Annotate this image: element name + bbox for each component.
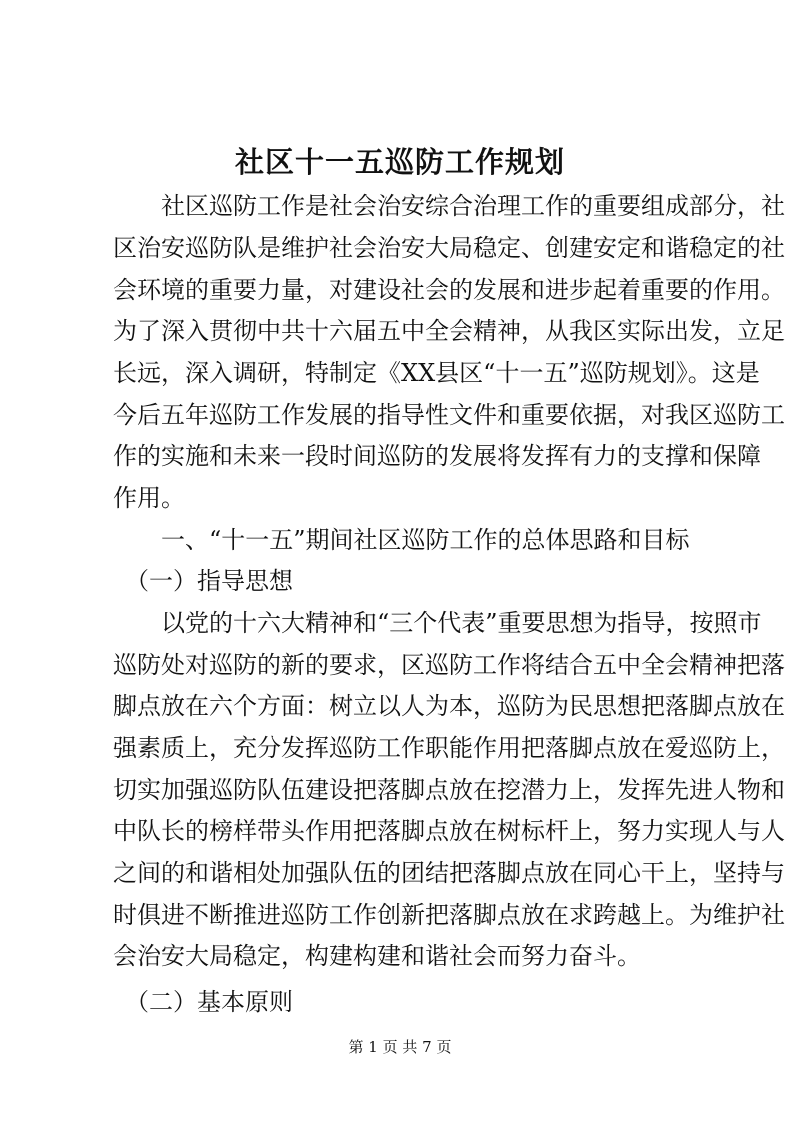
page-number: 第 1 页 共 7 页 xyxy=(348,1038,452,1056)
body-line: 区治安巡防队是维护社会治安大局稳定、创建安定和谐稳定的社 xyxy=(113,234,785,262)
body-line: 切实加强巡防队伍建设把落脚点放在挖潜力上，发挥先进人物和 xyxy=(113,776,785,804)
body-line: 巡防处对巡防的新的要求，区巡防工作将结合五中全会精神把落 xyxy=(113,651,785,679)
body-line: 以党的十六大精神和“三个代表”重要思想为指导，按照市 xyxy=(113,609,762,637)
body-line: 时俱进不断推进巡防工作创新把落脚点放在求跨越上。为维护社 xyxy=(113,901,785,929)
subsection-heading: （一）指导思想 xyxy=(113,567,293,595)
body-line: 之间的和谐相处加强队伍的团结把落脚点放在同心干上，坚持与 xyxy=(113,859,785,887)
document-title: 社区十一五巡防工作规划 xyxy=(234,145,565,179)
body-line: 作用。 xyxy=(113,484,185,512)
body-line: 会治安大局稳定，构建构建和谐社会而努力奋斗。 xyxy=(113,942,641,970)
body-line: 作的实施和未来一段时间巡防的发展将发挥有力的支撑和保障 xyxy=(113,442,761,470)
body-line: 长远，深入调研，特制定《XX县区“十一五”巡防规划》。这是 xyxy=(113,359,760,387)
subsection-heading: （二）基本原则 xyxy=(113,988,293,1016)
body-line: 社区巡防工作是社会治安综合治理工作的重要组成部分，社 xyxy=(113,192,785,220)
body-line: 中队长的榜样带头作用把落脚点放在树标杆上，努力实现人与人 xyxy=(113,817,785,845)
body-line: 今后五年巡防工作发展的指导性文件和重要依据，对我区巡防工 xyxy=(113,401,785,429)
body-line: 为了深入贯彻中共十六届五中全会精神，从我区实际出发，立足 xyxy=(113,317,785,345)
body-line: 脚点放在六个方面：树立以人为本，巡防为民思想把落脚点放在 xyxy=(113,692,785,720)
section-heading: 一、“十一五”期间社区巡防工作的总体思路和目标 xyxy=(113,526,690,554)
body-line: 会环境的重要力量，对建设社会的发展和进步起着重要的作用。 xyxy=(113,276,785,304)
body-line: 强素质上，充分发挥巡防工作职能作用把落脚点放在爱巡防上， xyxy=(113,734,785,762)
